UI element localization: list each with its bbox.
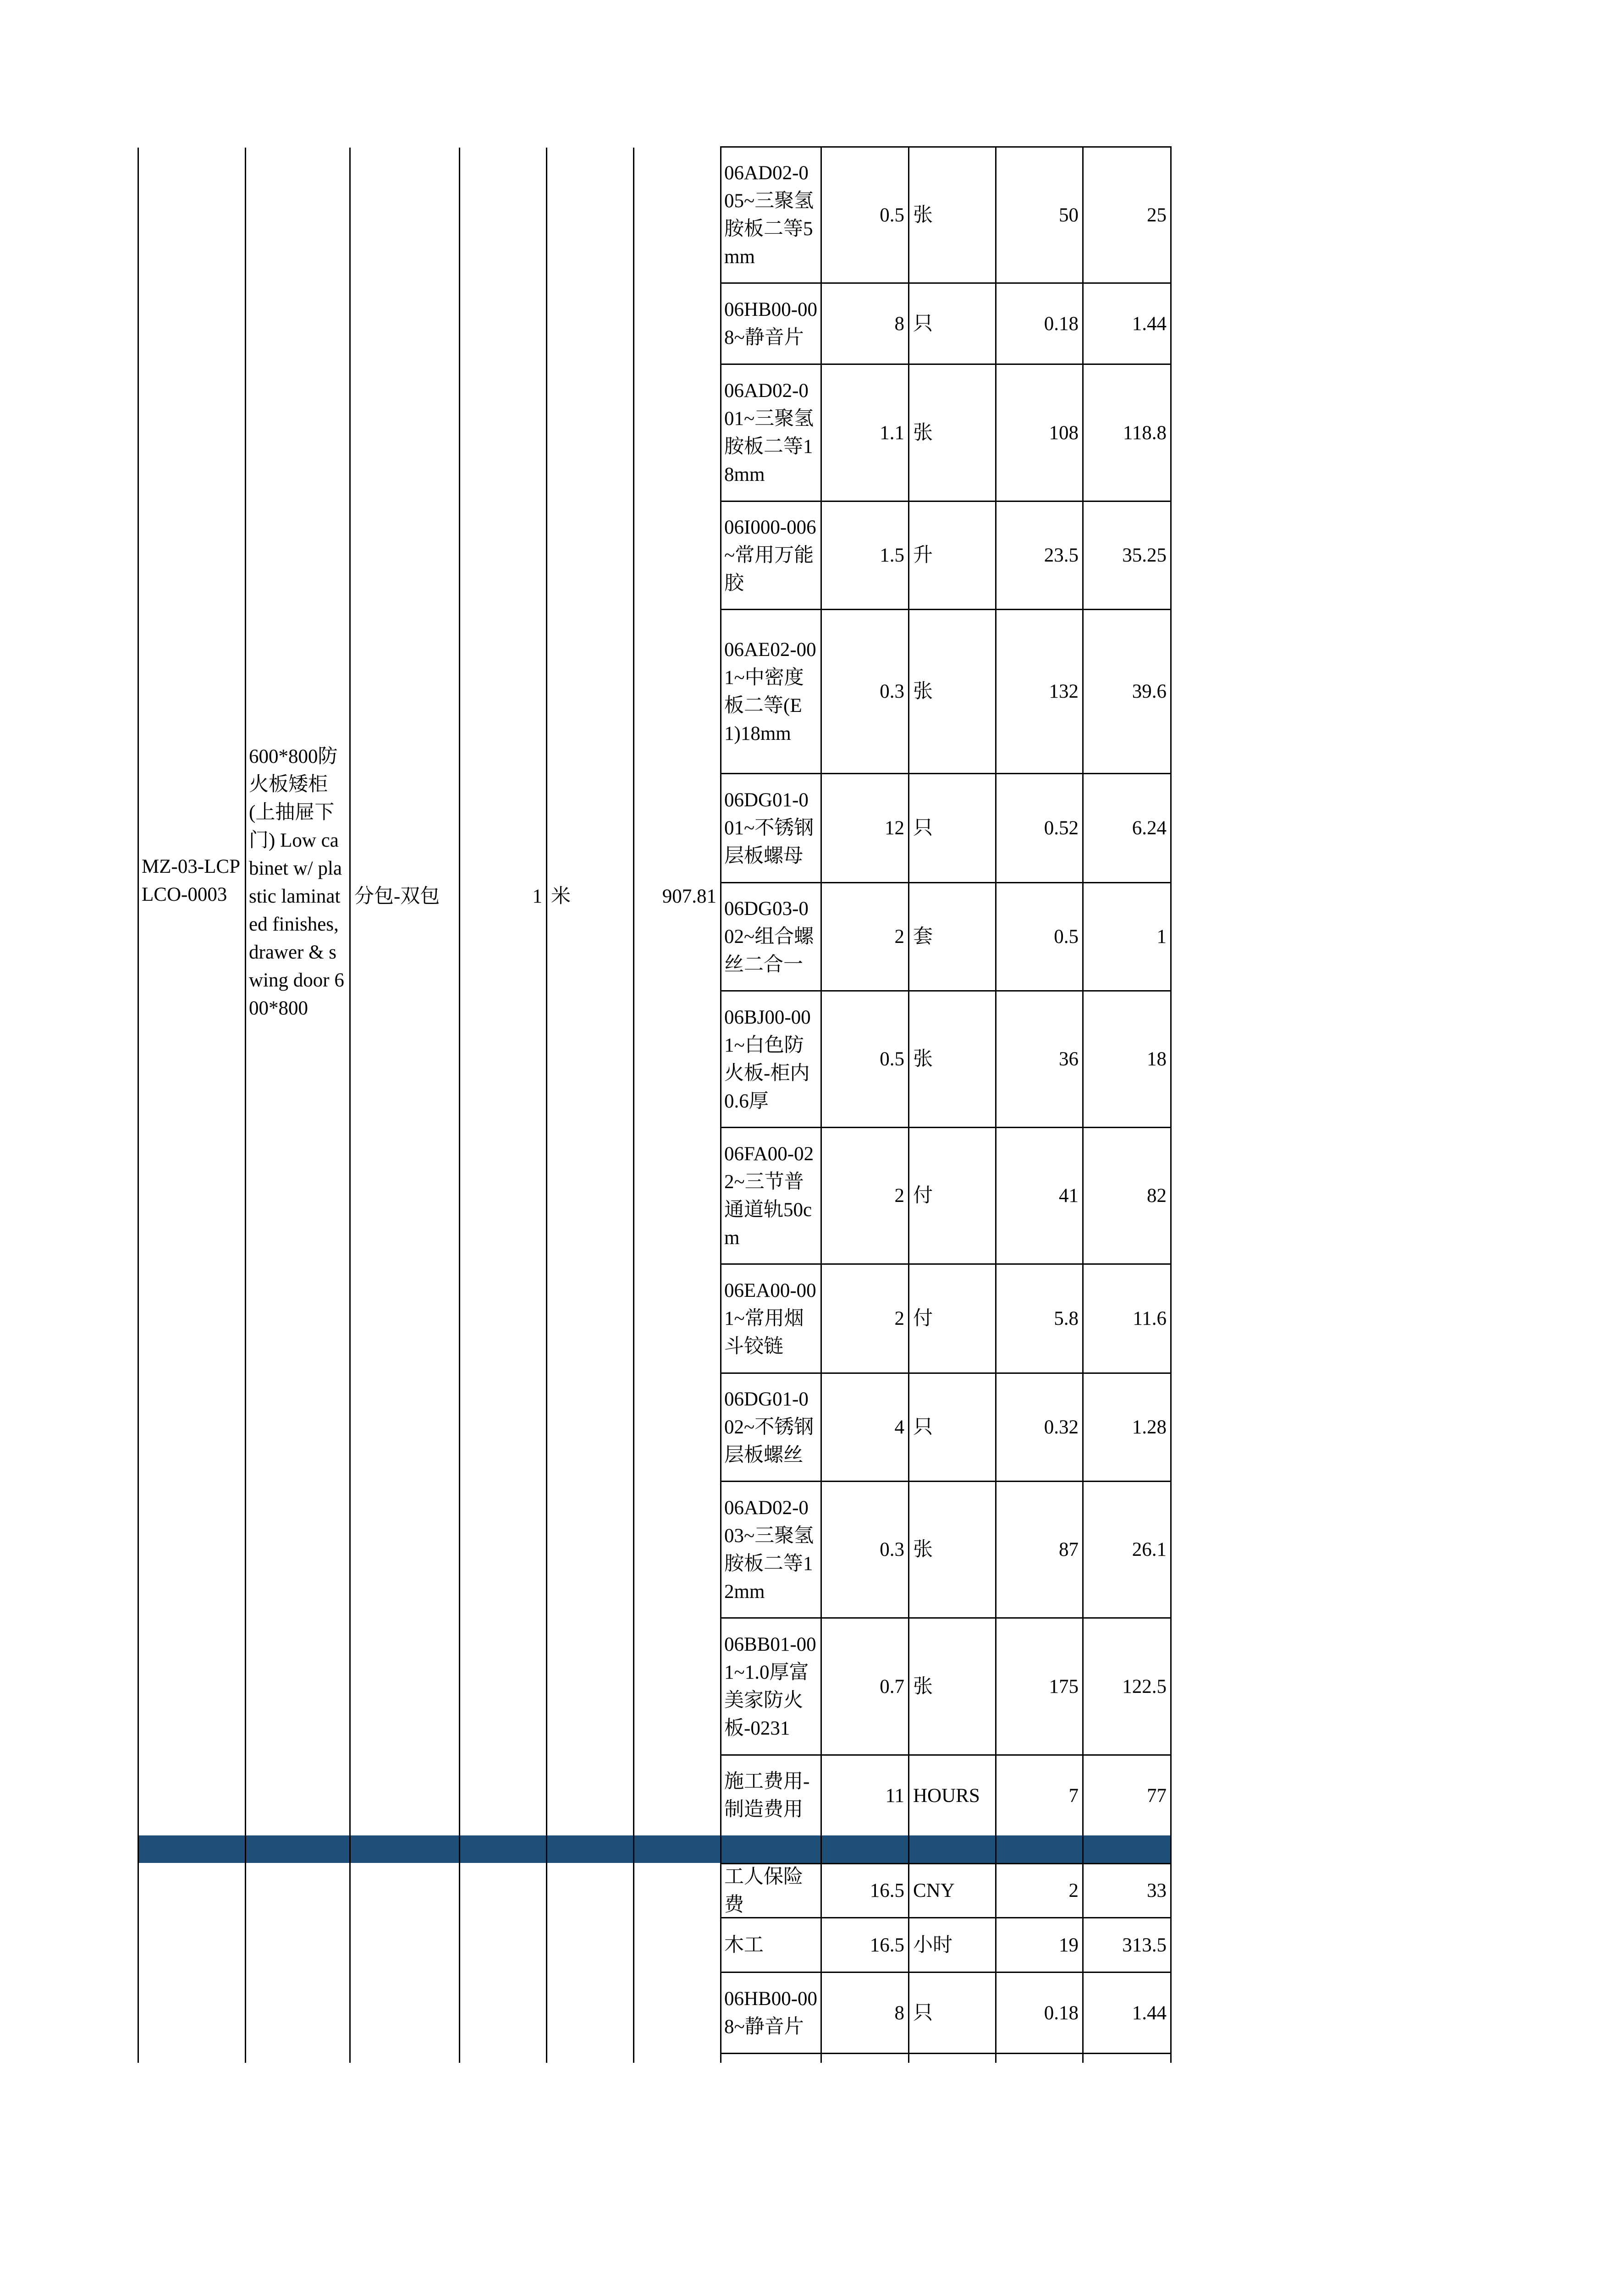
material-price: 132 [1049, 681, 1079, 702]
material-total: 118.8 [1123, 422, 1167, 444]
material-price: 41 [1059, 1185, 1079, 1207]
material-name: 06EA00-001~常用烟斗铰链 [724, 1280, 816, 1357]
material-qty: 0.7 [880, 1675, 904, 1697]
material-name: 06AD02-005~三聚氢胺板二等5mm [724, 162, 814, 268]
item-qty: 1 [532, 885, 542, 907]
material-price: 0.32 [1044, 1416, 1079, 1438]
material-price: 36 [1059, 1048, 1079, 1070]
material-qty: 1.1 [880, 422, 904, 444]
material-unit: 张 [913, 204, 933, 226]
material-unit: 只 [913, 817, 933, 839]
material-unit: 升 [913, 545, 933, 566]
material-qty: 0.3 [880, 1539, 904, 1560]
material-unit: 张 [913, 1539, 933, 1560]
material-total: 6.24 [1132, 817, 1167, 839]
material-name: 木工 [724, 1934, 764, 1956]
material-name: 06HB00-008~静音片 [724, 1988, 818, 2038]
material-unit: 付 [913, 1308, 933, 1329]
item-description: 600*800防火板矮柜(上抽屉下门) Low cabinet w/ plastic laminated finishes, drawer & swing door 600*800 [249, 746, 344, 1019]
material-price: 0.18 [1044, 2002, 1079, 2024]
material-total: 11.6 [1133, 1308, 1167, 1329]
material-qty: 2 [894, 1185, 904, 1207]
grid-line [459, 1835, 460, 1863]
material-qty: 2 [894, 926, 904, 948]
material-total: 1 [1156, 926, 1167, 948]
material-qty: 16.5 [870, 1880, 904, 1901]
material-total: 33 [1147, 1880, 1167, 1901]
material-price: 0.5 [1054, 926, 1079, 948]
material-qty: 12 [885, 817, 904, 839]
grid-line [720, 1835, 721, 1863]
material-unit: 付 [913, 1185, 933, 1207]
grid-line [245, 1835, 246, 1863]
material-total: 1.44 [1132, 313, 1167, 335]
material-name: 06DG01-001~不锈钢层板螺母 [724, 789, 814, 867]
material-total: 18 [1147, 1048, 1167, 1070]
grid-line [995, 1835, 996, 1863]
section-header-band [138, 1835, 1172, 1863]
grid-line [720, 2053, 1172, 2054]
material-unit: HOURS [913, 1785, 980, 1807]
grid-line [908, 1835, 909, 1863]
material-price: 7 [1068, 1785, 1079, 1807]
material-qty: 0.3 [880, 681, 904, 702]
material-total: 122.5 [1122, 1675, 1167, 1697]
material-qty: 8 [894, 2002, 904, 2024]
material-unit: 张 [913, 1675, 933, 1697]
grid-line [546, 1835, 547, 1863]
grid-line [245, 148, 246, 2063]
material-unit: 只 [913, 2002, 933, 2024]
material-total: 313.5 [1122, 1934, 1167, 1956]
material-total: 1.28 [1132, 1416, 1167, 1438]
material-name: 06I000-006~常用万能胶 [724, 517, 816, 594]
material-qty: 0.5 [880, 1048, 904, 1070]
material-name: 06AD02-003~三聚氢胺板二等12mm [724, 1497, 814, 1603]
material-total: 77 [1147, 1785, 1167, 1807]
material-price: 2 [1068, 1880, 1079, 1901]
grid-line [820, 1835, 822, 1863]
item-amount: 907.81 [662, 885, 716, 907]
grid-line [546, 148, 547, 2063]
grid-line [349, 1835, 351, 1863]
material-price: 0.52 [1044, 817, 1079, 839]
material-name: 06BB01-001~1.0厚富美家防火板-0231 [724, 1634, 816, 1739]
material-qty: 4 [894, 1416, 904, 1438]
material-price: 87 [1059, 1539, 1079, 1560]
grid-line [1170, 146, 1172, 2063]
material-price: 0.18 [1044, 313, 1079, 335]
grid-line [138, 148, 139, 2063]
item-code: MZ-03-LCPLCO-0003 [142, 856, 240, 905]
material-price: 175 [1049, 1675, 1079, 1697]
material-name: 06HB00-008~静音片 [724, 299, 818, 348]
grid-line [633, 1835, 634, 1863]
material-qty: 1.5 [880, 545, 904, 566]
material-price: 5.8 [1054, 1308, 1079, 1329]
material-price: 19 [1059, 1934, 1079, 1956]
material-name: 06AE02-001~中密度板二等(E1)18mm [724, 639, 816, 744]
grid-line [459, 148, 460, 2063]
material-price: 108 [1049, 422, 1079, 444]
material-unit: 张 [913, 422, 933, 444]
material-unit: 套 [913, 926, 933, 948]
grid-line [138, 1835, 139, 1863]
material-name: 06DG03-002~组合螺丝二合一 [724, 898, 814, 975]
item-type: 分包-双包 [354, 885, 440, 907]
material-name: 06DG01-002~不锈钢层板螺丝 [724, 1388, 814, 1466]
material-name: 06FA00-022~三节普通道轨50cm [724, 1143, 814, 1249]
material-name: 工人保险费 [724, 1866, 803, 1916]
material-qty: 0.5 [880, 204, 904, 226]
material-price: 23.5 [1044, 545, 1079, 566]
grid-line [1170, 1835, 1172, 1863]
material-price: 50 [1059, 204, 1079, 226]
material-qty: 8 [894, 313, 904, 335]
material-name: 06BJ00-001~白色防火板-柜内0.6厚 [724, 1006, 811, 1112]
item-unit: 米 [551, 885, 571, 907]
material-qty: 16.5 [870, 1934, 904, 1956]
material-name: 06AD02-001~三聚氢胺板二等18mm [724, 380, 814, 485]
material-unit: 只 [913, 313, 933, 335]
material-unit: CNY [913, 1880, 955, 1901]
grid-line [633, 148, 634, 2063]
material-unit: 张 [913, 1048, 933, 1070]
grid-line [1082, 1835, 1084, 1863]
material-total: 82 [1147, 1185, 1167, 1207]
material-unit: 张 [913, 681, 933, 702]
material-unit: 小时 [913, 1934, 952, 1956]
material-total: 1.44 [1132, 2002, 1167, 2024]
material-total: 39.6 [1132, 681, 1167, 702]
material-total: 26.1 [1132, 1539, 1167, 1560]
grid-line [349, 148, 351, 2063]
material-unit: 只 [913, 1416, 933, 1438]
material-total: 25 [1147, 204, 1167, 226]
material-qty: 11 [885, 1785, 904, 1807]
material-total: 35.25 [1122, 545, 1167, 566]
material-qty: 2 [894, 1308, 904, 1329]
material-name: 施工费用-制造费用 [724, 1771, 810, 1820]
